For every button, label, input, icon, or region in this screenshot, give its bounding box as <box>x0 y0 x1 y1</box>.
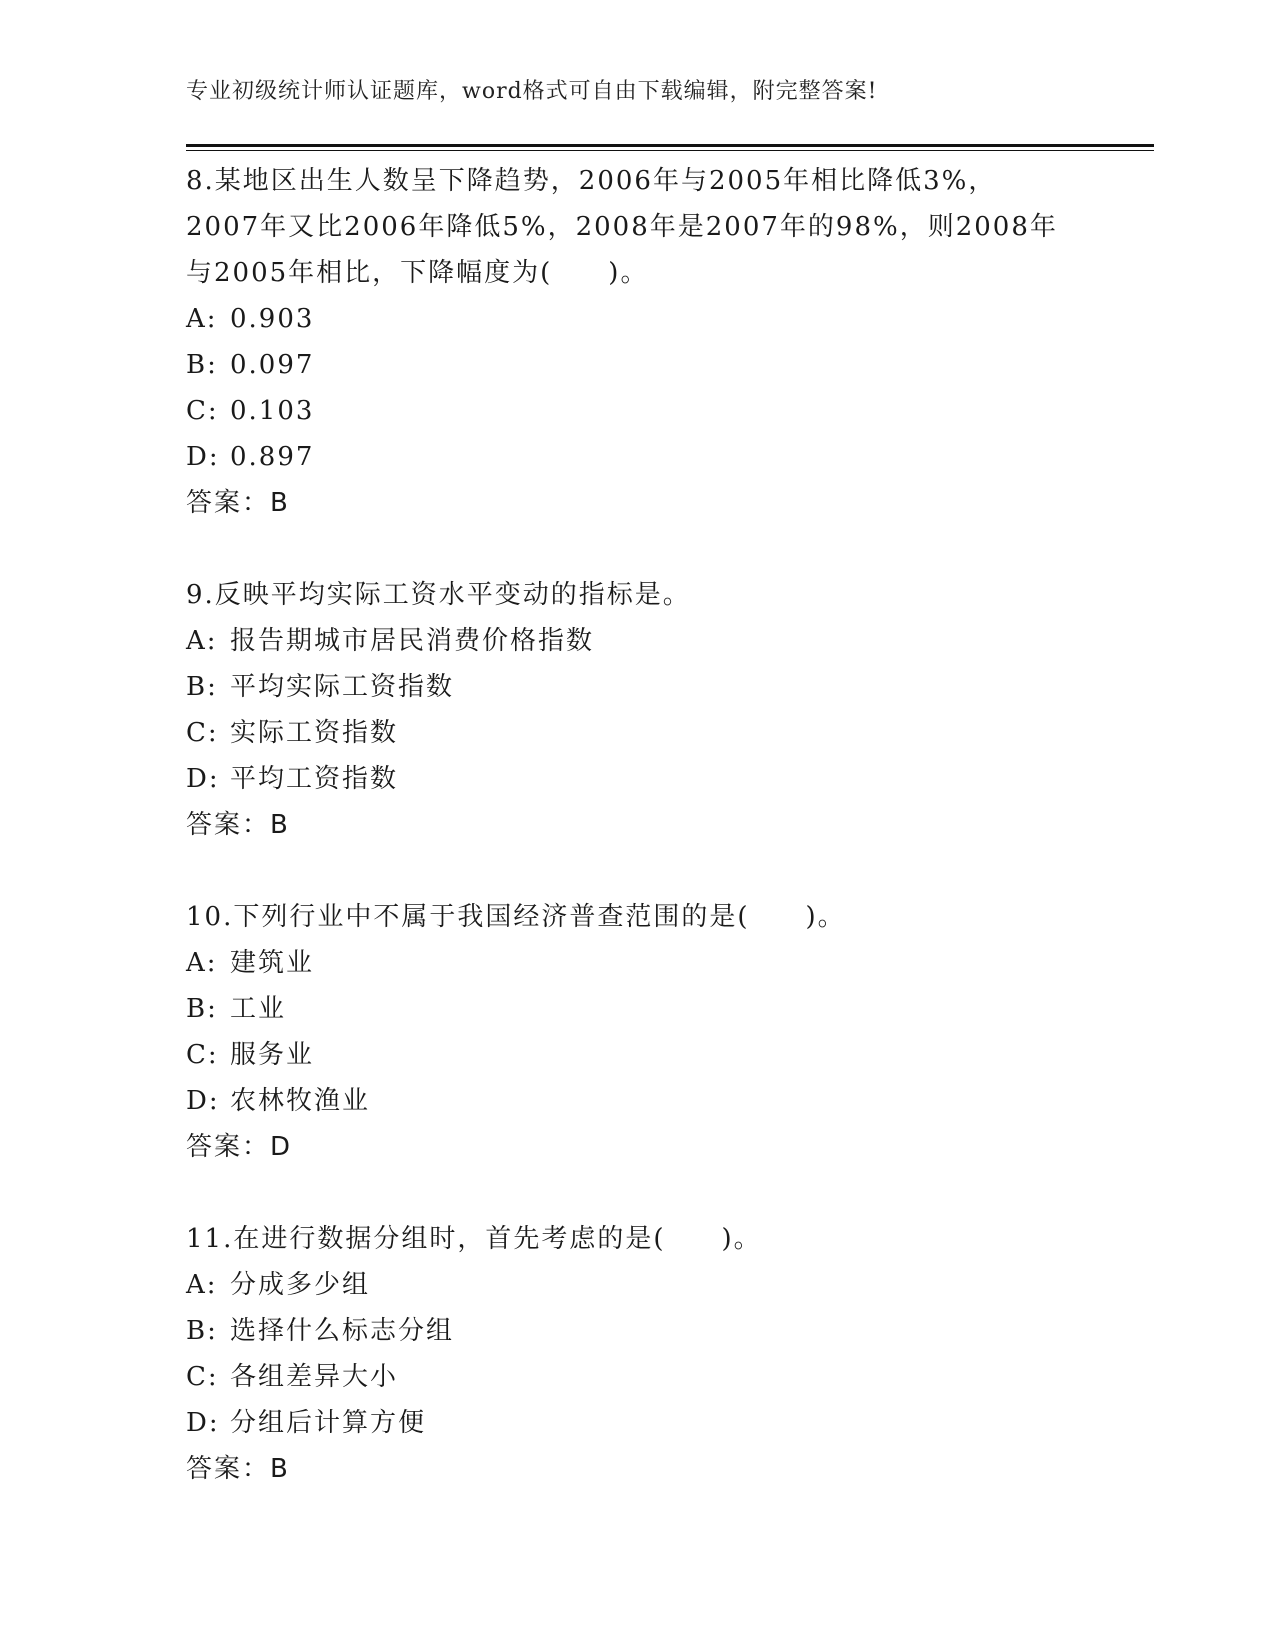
option-letter: B: <box>186 672 218 702</box>
option-c <box>186 1354 1066 1400</box>
option-letter: D: <box>186 442 220 472</box>
option-d <box>186 1078 1066 1124</box>
header-divider-thick <box>186 144 1154 147</box>
option-text: 0.897 <box>230 442 315 472</box>
option-text: 0.903 <box>230 304 315 334</box>
option-letter: B: <box>186 350 218 380</box>
option-letter: C: <box>186 1362 219 1392</box>
question-11 <box>186 1216 1066 1492</box>
option-text: 服务业 <box>230 1040 315 1070</box>
option-letter: A: <box>186 948 218 978</box>
option-letter: D: <box>186 1086 220 1116</box>
page-header: 专业初级统计师认证题库，word格式可自由下载编辑，附完整答案! <box>186 79 878 104</box>
option-text: 报告期城市居民消费价格指数 <box>230 626 595 656</box>
option-letter: C: <box>186 1040 219 1070</box>
question-9 <box>186 572 1066 848</box>
option-b <box>186 986 1066 1032</box>
option-letter: D: <box>186 764 220 794</box>
option-b <box>186 664 1066 710</box>
option-text: 工业 <box>230 994 287 1024</box>
question-10 <box>186 894 1066 1170</box>
option-letter: A: <box>186 626 218 656</box>
option-text: 平均实际工资指数 <box>230 672 455 702</box>
option-d <box>186 1400 1066 1446</box>
option-text: 农林牧渔业 <box>230 1086 371 1116</box>
option-a <box>186 940 1066 986</box>
answer-line: 答案：B <box>186 488 290 518</box>
option-letter: D: <box>186 1408 220 1438</box>
header-divider-thin <box>186 150 1154 151</box>
question-stem: 8.某地区出生人数呈下降趋势，2006年与2005年相比降低3%，2007年又比2006年降低5%，2008年是2007年的98%，则2008年与2005年相比，下降幅度为( )。 <box>186 166 1058 288</box>
question-stem: 10.下列行业中不属于我国经济普查范围的是( )。 <box>186 902 846 932</box>
option-c <box>186 710 1066 756</box>
answer-line: 答案：B <box>186 810 290 840</box>
option-text: 各组差异大小 <box>230 1362 399 1392</box>
option-text: 平均工资指数 <box>230 764 399 794</box>
option-a <box>186 1262 1066 1308</box>
option-letter: C: <box>186 396 219 426</box>
option-letter: A: <box>186 304 218 334</box>
option-d <box>186 756 1066 802</box>
option-letter: C: <box>186 718 219 748</box>
option-letter: A: <box>186 1270 218 1300</box>
option-text: 选择什么标志分组 <box>230 1316 455 1346</box>
answer-line: 答案：B <box>186 1454 290 1484</box>
question-list <box>186 158 1066 1538</box>
answer-line: 答案：D <box>186 1132 293 1162</box>
question-stem: 11.在进行数据分组时，首先考虑的是( )。 <box>186 1224 762 1254</box>
option-text: 建筑业 <box>230 948 315 978</box>
question-stem: 9.反映平均实际工资水平变动的指标是。 <box>186 580 691 610</box>
option-text: 0.103 <box>230 396 315 426</box>
option-d <box>186 434 1066 480</box>
option-text: 分成多少组 <box>230 1270 371 1300</box>
option-a <box>186 296 1066 342</box>
option-text: 0.097 <box>230 350 315 380</box>
option-b <box>186 342 1066 388</box>
option-text: 分组后计算方便 <box>230 1408 427 1438</box>
option-c <box>186 1032 1066 1078</box>
option-letter: B: <box>186 994 218 1024</box>
option-a <box>186 618 1066 664</box>
option-c <box>186 388 1066 434</box>
option-b <box>186 1308 1066 1354</box>
option-text: 实际工资指数 <box>230 718 399 748</box>
option-letter: B: <box>186 1316 218 1346</box>
question-8 <box>186 158 1066 526</box>
